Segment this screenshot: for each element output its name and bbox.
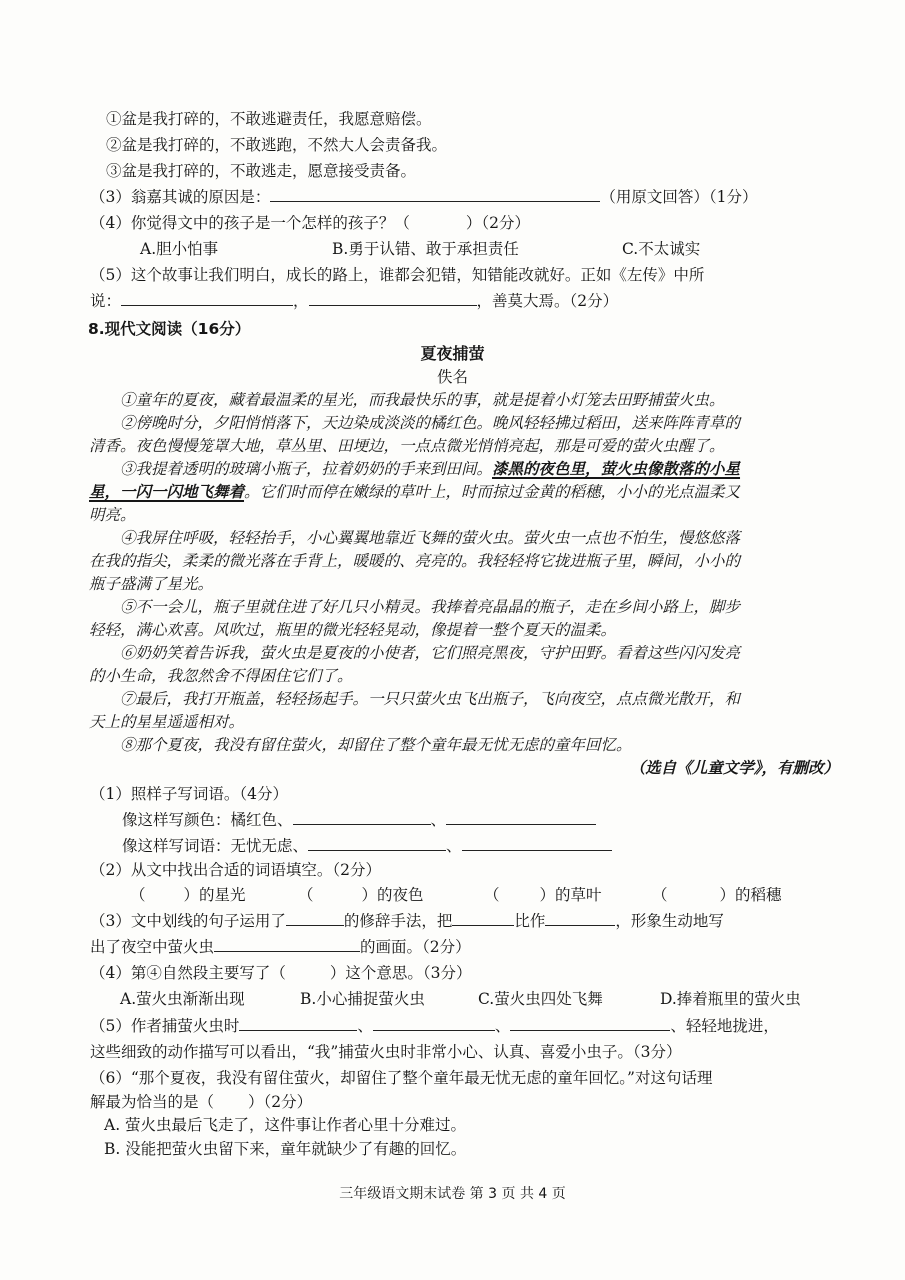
- q8-3-prompt-c: 比作: [514, 912, 546, 930]
- q7-q4-suffix: ）（2分）: [465, 214, 530, 232]
- q7-q4-choice-a: A.胆小怕事: [140, 240, 219, 258]
- q7-q5-suffix: ，善莫大焉。（2分）: [476, 292, 619, 310]
- q7-q5-blank-2[interactable]: [309, 290, 477, 306]
- paragraph-6-line1: ⑥奶奶笑着告诉我，萤火虫是夏夜的小使者，它们照亮黑夜，守护田野。看着这些闪闪发亮: [120, 644, 741, 662]
- page-footer: 三年级语文期末试卷 第 3 页 共 4 页: [339, 1186, 566, 1202]
- q8-1-color-prompt: 像这样写颜色：橘红色、: [122, 811, 293, 829]
- paragraph-1: ①童年的夏夜，藏着最温柔的星光，而我最快乐的事，就是提着小灯笼去田野捕萤火虫。: [120, 391, 725, 409]
- q7-q4-prompt: （4）你觉得文中的孩子是一个怎样的孩子？（: [90, 214, 410, 232]
- q7-q4-choice-c: C.不太诚实: [622, 240, 701, 258]
- paragraph-7-line2: 天上的星星遥遥相对。: [89, 713, 245, 731]
- q8-3-blank-scene[interactable]: [214, 936, 360, 952]
- q8-4-choice-d: D.捧着瓶里的萤火虫: [660, 990, 801, 1008]
- q8-2-heading: （2）从文中找出合适的词语填空。（2分）: [90, 861, 381, 879]
- passage-title: 夏夜捕萤: [420, 344, 485, 363]
- q8-4-prompt: （4）第④自然段主要写了（: [90, 964, 286, 982]
- q8-3-prompt-e: 出了夜空中萤火虫: [90, 938, 215, 956]
- q8-2-item-3: [484, 884, 602, 906]
- q8-4-choice-c: C.萤火虫四处飞舞: [478, 990, 603, 1008]
- q8-3-prompt-d: ，形象生动地写: [615, 912, 724, 930]
- q8-5-sep-2: 、: [494, 1017, 511, 1035]
- q7-q5-line1: （5）这个故事让我们明白，成长的路上，谁都会犯错，知错能改就好。正如《左传》中所: [90, 266, 705, 284]
- q8-5-blank-2[interactable]: [373, 1015, 495, 1031]
- q8-6-line2: [90, 1091, 312, 1113]
- q7-q5-line2: [90, 290, 618, 312]
- paragraph-7-line1: ⑦最后，我打开瓶盖，轻轻扬起手。一只只萤火虫飞出瓶子，飞向夜空，点点微光散开，和: [120, 690, 741, 708]
- paragraph-5-line2: 轻轻，满心欢喜。风吹过，瓶里的微光轻轻晃动，像提着一整个夏天的温柔。: [89, 621, 617, 639]
- paragraph-3-text-cont: 。它们时而停在嫩绿的草叶上，时而掠过金黄的稻穗，小小的光点温柔又: [244, 483, 741, 501]
- q7-q5-blank-1[interactable]: [121, 290, 293, 306]
- q7-q4: [90, 212, 530, 234]
- q8-3-blank-subject[interactable]: [452, 910, 514, 926]
- q8-2-item-1-text: ）的星光: [183, 886, 246, 904]
- passage-source: （选自《儿童文学》，有删改）: [629, 758, 839, 777]
- q8-6-suffix: ）（2分）: [248, 1093, 313, 1111]
- q8-3-prompt-b: 的修辞手法，把: [343, 912, 453, 930]
- q7-q3: [90, 186, 758, 208]
- q7-option-2: ②盆是我打碎的，不敢逃跑，不然大人会责备我。: [106, 136, 448, 154]
- q7-option-1: ①盆是我打碎的，不敢逃避责任，我愿意赔偿。: [106, 110, 432, 128]
- paragraph-3-line3: 明亮。: [89, 506, 136, 524]
- q8-1-color-row: [122, 809, 596, 831]
- paragraph-2-line2: 清香。夜色慢慢笼罩大地，草丛里、田埂边，一点点微光悄悄亮起，那是可爱的萤火虫醒了。: [89, 437, 725, 455]
- q7-q3-suffix: （用原文回答）（1分）: [600, 188, 758, 206]
- q8-1-word-sep: 、: [446, 837, 462, 855]
- paragraph-8: ⑧那个夏夜，我没有留住萤火，却留住了整个童年最无忧无虑的童年回忆。: [120, 736, 632, 754]
- q8-5-line2: 这些细致的动作描写可以看出，“我”捕萤火虫时非常小心、认真、喜爱小虫子。（3分）: [90, 1043, 682, 1061]
- q8-1-color-blank-2[interactable]: [446, 809, 596, 825]
- underlined-sentence-part2: 星，一闪一闪地飞舞着: [89, 482, 245, 501]
- q7-option-3: ③盆是我打碎的，不敢逃走，愿意接受责备。: [106, 162, 417, 180]
- q8-3-blank-object[interactable]: [545, 910, 615, 926]
- q8-5-line1: [90, 1015, 779, 1037]
- q8-4-suffix: ）这个意思。（3分）: [329, 964, 472, 982]
- q7-q5-prefix: 说：: [90, 292, 122, 310]
- q8-2-item-2-text: ）的夜色: [361, 886, 424, 904]
- open-paren: （: [484, 886, 500, 904]
- q8-4-choice-a: A.萤火虫渐渐出现: [120, 990, 245, 1008]
- q8-1-word-blank-2[interactable]: [462, 835, 612, 851]
- q8-2-item-4: [652, 884, 782, 906]
- paragraph-3-text: ③我提着透明的玻璃小瓶子，拉着奶奶的手来到田间。: [120, 460, 493, 478]
- q7-q3-prompt: （3）翁嘉其诚的原因是：: [90, 188, 271, 206]
- q8-2-item-4-text: ）的稻穗: [719, 886, 782, 904]
- q7-q3-answer-blank[interactable]: [270, 186, 600, 202]
- q7-q5-comma: ，: [293, 292, 309, 310]
- q8-1-color-blank-1[interactable]: [293, 809, 431, 825]
- paragraph-2-line1: ②傍晚时分，夕阳悄悄落下，天边染成淡淡的橘红色。晚风轻轻拂过稻田，送来阵阵青草的: [120, 414, 741, 432]
- q8-3-line2: [90, 936, 471, 958]
- q8-3-blank-rhetoric[interactable]: [286, 910, 344, 926]
- paragraph-6-line2: 的小生命，我忽然舍不得困住它们了。: [89, 667, 353, 685]
- q8-5-suffix: 、轻轻地拢进，: [670, 1017, 779, 1035]
- open-paren: （: [298, 886, 314, 904]
- q8-1-color-sep: 、: [430, 811, 447, 829]
- paragraph-4-line3: 瓶子盛满了星光。: [89, 575, 214, 593]
- q8-5-sep-1: 、: [357, 1017, 373, 1035]
- q8-3-prompt-f: 的画面。（2分）: [360, 938, 471, 956]
- q7-q4-choice-b: B.勇于认错、敢于承担责任: [332, 240, 519, 258]
- q8-6-choice-a: A. 萤火虫最后飞走了，这件事让作者心里十分难过。: [104, 1116, 467, 1134]
- paragraph-3-line1: [120, 458, 740, 480]
- q8-1-heading: （1）照样子写词语。（4分）: [90, 785, 288, 803]
- q8-5-blank-3[interactable]: [510, 1015, 670, 1031]
- passage-author: 佚名: [436, 368, 468, 386]
- section-8-heading: 8.现代文阅读（16分）: [88, 320, 251, 338]
- paragraph-4-line1: ④我屏住呼吸，轻轻抬手，小心翼翼地靠近飞舞的萤火虫。萤火虫一点也不怕生，慢悠悠落: [120, 529, 741, 547]
- open-paren: （: [652, 886, 668, 904]
- q8-3-line1: [90, 910, 724, 932]
- q8-4: [90, 962, 472, 984]
- q8-1-word-prompt: 像这样写词语：无忧无虑、: [122, 837, 309, 855]
- q8-6-prompt: 解最为恰当的是（: [90, 1093, 215, 1111]
- q8-2-item-3-text: ）的草叶: [539, 886, 602, 904]
- q8-4-choice-b: B.小心捕捉萤火虫: [300, 990, 425, 1008]
- paragraph-4-line2: 在我的指尖，柔柔的微光落在手背上，暖暖的、亮亮的。我轻轻将它拢进瓶子里，瞬间，小小的: [89, 552, 741, 570]
- q8-5-prompt: （5）作者捕萤火虫时: [90, 1017, 240, 1035]
- q8-1-word-row: [122, 835, 612, 857]
- q8-2-item-2: [298, 884, 424, 906]
- q8-2-item-1: [130, 884, 246, 906]
- open-paren: （: [130, 886, 146, 904]
- q8-1-word-blank-1[interactable]: [308, 835, 446, 851]
- q8-5-blank-1[interactable]: [239, 1015, 357, 1031]
- q8-6-line1: （6）“那个夏夜，我没有留住萤火，却留住了整个童年最无忧无虑的童年回忆。”对这句话理: [90, 1069, 713, 1087]
- paragraph-5-line1: ⑤不一会儿，瓶子里就住进了好几只小精灵。我捧着亮晶晶的瓶子，走在乡间小路上，脚步: [120, 598, 741, 616]
- q8-6-choice-b: B. 没能把萤火虫留下来，童年就缺少了有趣的回忆。: [104, 1140, 467, 1158]
- underlined-sentence-part1: 漆黑的夜色里，萤火虫像散落的小星: [492, 459, 741, 478]
- paragraph-3-line2: [89, 481, 740, 503]
- q8-3-prompt-a: （3）文中划线的句子运用了: [90, 912, 286, 930]
